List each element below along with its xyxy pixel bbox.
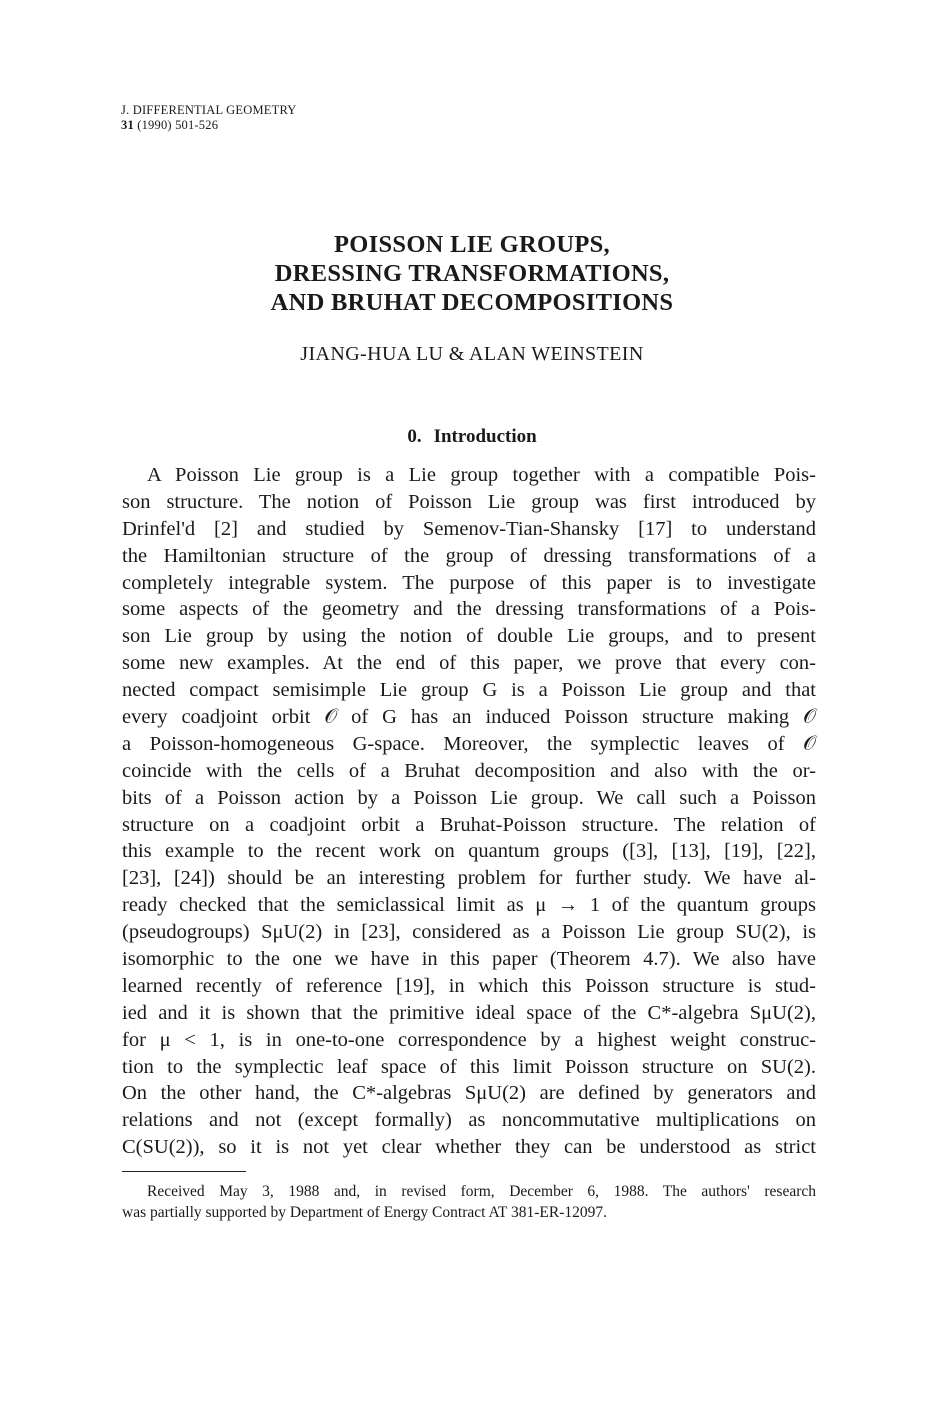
section-number: 0.	[407, 426, 422, 447]
body-line: bits of a Poisson action by a Poisson Lie group. We call such a Poisson	[122, 786, 816, 809]
body-line: ready checked that the semiclassical limit as μ → 1 of the quantum groups	[122, 894, 816, 917]
body-line: for μ < 1, is in one-to-one correspondence by a highest weight construc-	[122, 1028, 816, 1051]
body-line: a Poisson-homogeneous G-space. Moreover, the symplectic leaves of 𝒪	[122, 732, 816, 755]
body-line: isomorphic to the one we have in this paper (Theorem 4.7). We also have	[122, 948, 816, 971]
body-line: structure on a coadjoint orbit a Bruhat-Poisson structure. The relation of	[122, 813, 816, 836]
journal-volume: 31	[121, 118, 134, 132]
body-line: learned recently of reference [19], in which this Poisson structure is stud-	[122, 974, 816, 997]
body-line: son structure. The notion of Poisson Lie group was first introduced by	[122, 490, 816, 513]
body-line: On the other hand, the C*-algebras SμU(2) are defined by generators and	[122, 1082, 816, 1105]
body-line: completely integrable system. The purpose of this paper is to investigate	[122, 571, 816, 594]
journal-header	[121, 103, 297, 133]
body-line: every coadjoint orbit 𝒪 of G has an induced Poisson structure making 𝒪	[122, 706, 816, 729]
body-line: (pseudogroups) SμU(2) in [23], considered as a Poisson Lie group SU(2), is	[122, 921, 816, 944]
body-line: this example to the recent work on quantum groups ([3], [13], [19], [22],	[122, 840, 816, 863]
footnote-line-1: Received May 3, 1988 and, in revised form, December 6, 1988. The authors' research	[147, 1183, 816, 1200]
footnote-rule	[122, 1171, 246, 1172]
body-line: some new examples. At the end of this paper, we prove that every con-	[122, 652, 816, 675]
body-line: some aspects of the geometry and the dressing transformations of a Pois-	[122, 598, 816, 621]
body-line: [23], [24]) should be an interesting problem for further study. We have al-	[122, 867, 816, 890]
body-line: C(SU(2)), so it is not yet clear whether they can be understood as strict	[122, 1136, 816, 1159]
footnote	[122, 1181, 816, 1223]
section-title: Introduction	[433, 426, 537, 447]
body-line: nected compact semisimple Lie group G is a Poisson Lie group and that	[122, 679, 816, 702]
journal-year-pages: (1990) 501-526	[137, 118, 219, 132]
journal-volume-line	[121, 118, 297, 133]
body-line: ied and it is shown that the primitive ideal space of the C*-algebra SμU(2),	[122, 1001, 816, 1024]
body-line: A Poisson Lie group is a Lie group together with a compatible Pois-	[147, 464, 816, 486]
journal-name: J. DIFFERENTIAL GEOMETRY	[121, 103, 297, 117]
body-line: relations and not (except formally) as noncommutative multiplications on	[122, 1109, 816, 1132]
paper-title	[0, 230, 944, 317]
body-text	[122, 462, 816, 1161]
title-line-2: DRESSING TRANSFORMATIONS,	[274, 260, 670, 287]
body-line: son Lie group by using the notion of double Lie groups, and to present	[122, 625, 816, 648]
title-line-3: AND BRUHAT DECOMPOSITIONS	[270, 289, 674, 316]
footnote-line-2: was partially supported by Department of Energy Contract AT 381-ER-12097.	[122, 1204, 607, 1221]
title-line-1: POISSON LIE GROUPS,	[334, 231, 610, 258]
body-line: tion to the symplectic leaf space of this limit Poisson structure on SU(2).	[122, 1055, 816, 1078]
section-heading	[0, 426, 944, 448]
authors: JIANG-HUA LU & ALAN WEINSTEIN	[300, 343, 644, 365]
body-line: Drinfel'd [2] and studied by Semenov-Tian-Shansky [17] to understand	[122, 517, 816, 540]
body-line: coincide with the cells of a Bruhat decomposition and also with the or-	[122, 759, 816, 782]
body-line: the Hamiltonian structure of the group of dressing transformations of a	[122, 544, 816, 567]
